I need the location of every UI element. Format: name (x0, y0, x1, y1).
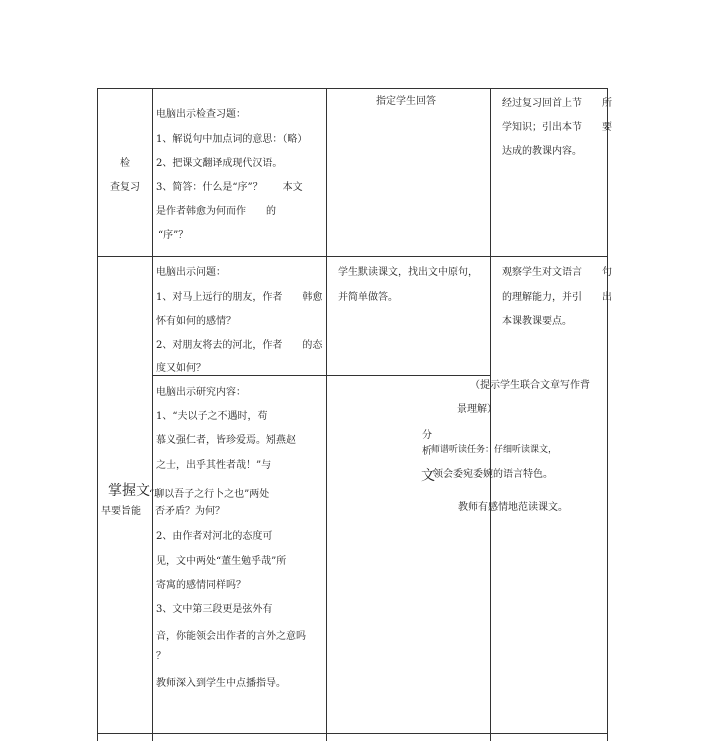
model-reading: 教师有感情地范读课文。 (458, 502, 568, 513)
review-teacher-line: 电脑出示检查习题： (156, 109, 246, 120)
master-question-line: 怀有如何的感情？ (156, 316, 236, 327)
master-question-line: 2、对朋友将去的河北，作者 的态 (156, 340, 323, 351)
table-left-border (97, 88, 98, 741)
research-line: 慕义强仁者，皆珍爱焉。矧燕赵 (156, 435, 296, 446)
row-divider (97, 256, 607, 257)
research-line: 电脑出示研究内容： (156, 387, 246, 398)
review-purpose-line: 达成的教课内容。 (502, 146, 582, 157)
research-line: 2、由作者对河北的态度可 (156, 531, 273, 542)
xi-char: 析 (422, 446, 432, 457)
master-purpose-line: 观察学生对文语言 句 (502, 267, 612, 278)
master-label-2: 早要旨能 (101, 506, 141, 517)
research-line: 否矛盾？为何？ (155, 506, 225, 517)
review-teacher-line: “序”？ (158, 230, 189, 241)
table-top-border (97, 88, 607, 89)
review-purpose-line: 经过复习回首上节 所 (502, 98, 612, 109)
master-student-line: 并简单做答。 (338, 292, 398, 303)
hint-line: （提示学生联合文章写作背 (470, 380, 590, 391)
master-purpose-line: 本课教课要点。 (502, 316, 572, 327)
master-student-line: 学生默读课文，找出文中原句， (338, 267, 478, 278)
wen-char: 文 (421, 468, 435, 484)
table-right-border (607, 88, 608, 741)
research-line: 音，你能领会出作者的言外之意吗 (156, 631, 306, 642)
research-line: 3、文中第三段更是弦外有 (156, 604, 273, 615)
master-question-line: 电脑出示问题： (156, 267, 226, 278)
master-question-line: 度又如何？ (156, 363, 206, 374)
fen-char: 分 (422, 430, 432, 441)
review-purpose-line: 学知识；引出本节 要 (502, 122, 612, 133)
column-divider-2 (326, 88, 327, 741)
table-bottom-border (97, 733, 607, 734)
review-teacher-line: 2、把课文翻译成现代汉语。 (156, 158, 283, 169)
review-teacher-line: 3、简答：什么是“序”？ 本文 (156, 182, 303, 193)
research-line: 见，文中两处“董生勉乎哉”所 (156, 556, 287, 567)
column-divider-1 (152, 88, 153, 741)
research-line: 1、“夫以子之不遇时，苟 (156, 411, 268, 422)
research-line: 寄寓的感情同样吗？ (156, 580, 246, 591)
master-question-line: 1、对马上远行的朋友，作者 韩愈 (156, 292, 323, 303)
review-student-text: 指定学生回答 (376, 96, 436, 107)
listening-task-2: 领会委宛委婉的语言特色。 (433, 469, 553, 480)
research-line: “聊以吾子之行卜之也”两处 (149, 489, 270, 500)
review-label-2: 查复习 (110, 182, 140, 193)
research-line: 之士，出乎其性者哉！”与 (156, 460, 272, 471)
research-line: ？ (156, 651, 166, 662)
master-label-1: 掌握文 (108, 483, 150, 499)
review-teacher-line: 1、解说句中加点词的意思：（略） (156, 134, 308, 145)
review-teacher-line: 是作者韩愈为何而作 的 (156, 206, 276, 217)
master-purpose-line: 的理解能力，并引 出 (502, 292, 612, 303)
research-line: 教师深入到学生中点播指导。 (156, 678, 286, 689)
listening-task: 师谱听读任务：仔细听读课文， (431, 445, 558, 455)
hint-line: 景理解） (457, 404, 497, 415)
review-label-1: 检 (120, 158, 130, 169)
